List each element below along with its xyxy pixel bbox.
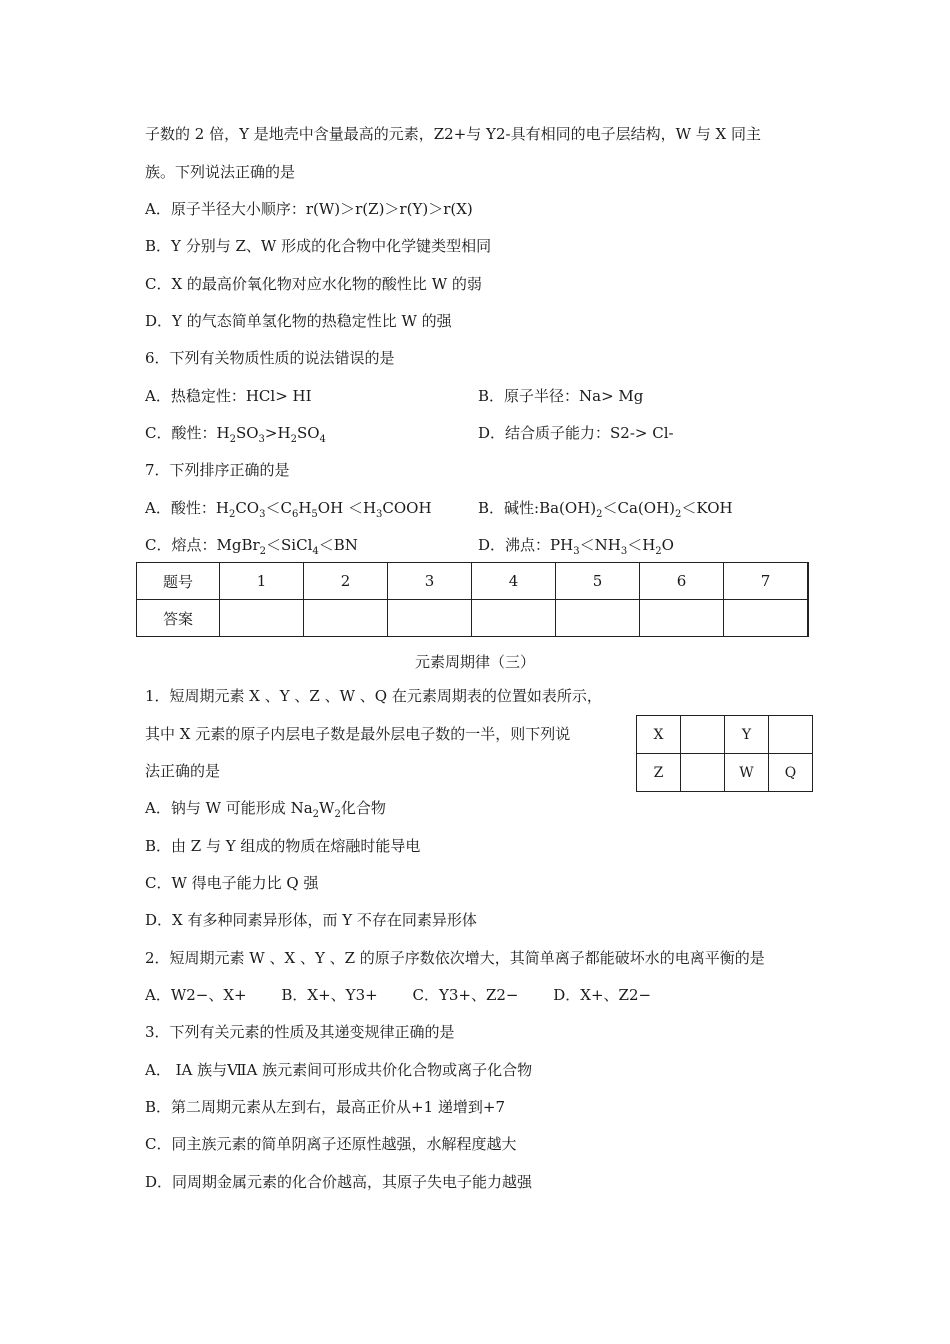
answer-table [136, 562, 809, 637]
s2-option-c: C．Y3+、Z2− [412, 986, 519, 1004]
s2-option-d: D．X+、Z2− [553, 986, 652, 1004]
answer-cell-4[interactable] [472, 600, 556, 637]
periodic-position-table [636, 715, 813, 792]
s3-option-a: A． ⅠA 族与ⅦA 族元素间可形成共价化合物或离子化合物 [145, 1061, 533, 1079]
q6-option-a: A．热稳定性：HCl> HI [145, 387, 312, 405]
s3-option-d: D．同周期金属元素的化合价越高，其原子失电子能力越强 [145, 1173, 533, 1191]
periodic-cell: X [637, 716, 681, 754]
answer-cell-2[interactable] [304, 600, 388, 637]
q5-option-c: C．X 的最高价氧化物对应水化物的酸性比 W 的弱 [145, 275, 482, 293]
answer-number-3: 3 [388, 563, 472, 600]
q6-option-c: C．酸性：$H_2SO_3>H_2SO_4$ [145, 424, 326, 445]
answer-number-5: 5 [556, 563, 640, 600]
section-title: 元素周期律（三） [414, 653, 535, 671]
s1-option-c: C．W 得电子能力比 Q 强 [145, 874, 319, 892]
q7-option-c-label: C．熔点： [145, 536, 217, 554]
q6-option-d: D．结合质子能力：S2-> Cl- [478, 424, 674, 442]
intro-line-1: 子数的 2 倍，Y 是地壳中含量最高的元素，Z2+与 Y2-具有相同的电子层结构，W 与 X 同主 [145, 125, 761, 143]
q7-option-b: B．碱性$:Ba(OH)_2<Ca(OH)_2<KOH$ [478, 499, 733, 520]
periodic-row-2 [637, 754, 813, 792]
s2-options [145, 985, 651, 1005]
answer-cell-5[interactable] [556, 600, 640, 637]
periodic-cell [681, 754, 725, 792]
answer-cell-3[interactable] [388, 600, 472, 637]
s2-stem: 2．短周期元素 W 、X 、Y 、Z 的原子序数依次增大，其简单离子都能破坏水的电离平衡的是 [145, 949, 765, 967]
s1-option-b: B．由 Z 与 Y 组成的物质在熔融时能导电 [145, 837, 421, 855]
periodic-cell [769, 716, 813, 754]
periodic-cell: W [725, 754, 769, 792]
periodic-cell: Z [637, 754, 681, 792]
answer-cell-1[interactable] [220, 600, 304, 637]
s1-option-a-post: 化合物 [340, 799, 386, 817]
periodic-cell [681, 716, 725, 754]
s1-line-2: 其中 X 元素的原子内层电子数是最外层电子数的一半，则下列说 [145, 725, 571, 743]
q5-option-d: D．Y 的气态简单氢化物的热稳定性比 W 的强 [145, 312, 452, 330]
answer-number-4: 4 [472, 563, 556, 600]
q7-option-a-label: A．酸性： [145, 499, 216, 517]
intro-line-2: 族。下列说法正确的是 [145, 163, 296, 181]
answer-cell-6[interactable] [640, 600, 724, 637]
s2-option-a: A．W2−、X+ [145, 986, 247, 1004]
q7-option-d: D．沸点：$PH_3<NH_3<H_2O$ [478, 536, 674, 557]
s3-option-c: C．同主族元素的简单阴离子还原性越强，水解程度越大 [145, 1135, 517, 1153]
q7-option-a: A．酸性：$H_2CO_3<C_6H_5OH$ $<H_3COOH$ [145, 499, 432, 520]
answer-number-6: 6 [640, 563, 724, 600]
q7-stem: 7．下列排序正确的是 [145, 461, 290, 479]
q5-option-a: A．原子半径大小顺序：r(W)＞r(Z)＞r(Y)＞r(X) [145, 200, 473, 218]
periodic-row-1 [637, 716, 813, 754]
periodic-cell: Y [725, 716, 769, 754]
q6-stem: 6．下列有关物质性质的说法错误的是 [145, 349, 395, 367]
answer-table-answer-label: 答案 [137, 600, 220, 637]
s3-stem: 3．下列有关元素的性质及其递变规律正确的是 [145, 1023, 455, 1041]
q6-option-b: B．原子半径：Na> Mg [478, 387, 644, 405]
q5-option-b: B．Y 分别与 Z、W 形成的化合物中化学键类型相同 [145, 237, 492, 255]
answer-number-1: 1 [220, 563, 304, 600]
q7-option-d-label: D．沸点： [478, 536, 551, 554]
answer-table-row-numbers [137, 563, 809, 600]
s1-option-a: A．钠与 W 可能形成 $Na_2W_2$化合物 [145, 799, 386, 820]
q6-option-c-label: C．酸性： [145, 424, 217, 442]
s1-line-1: 1．短周期元素 X 、Y 、Z 、W 、Q 在元素周期表的位置如表所示， [145, 687, 602, 705]
s3-option-b: B．第二周期元素从左到右，最高正价从+1 递增到+7 [145, 1098, 506, 1116]
s1-option-d: D．X 有多种同素异形体，而 Y 不存在同素异形体 [145, 911, 477, 929]
answer-table-row-answers [137, 600, 809, 637]
answer-number-2: 2 [304, 563, 388, 600]
q7-option-b-label: B．碱性: [478, 499, 540, 517]
answer-number-7: 7 [724, 563, 809, 600]
s2-option-b: B．X+、Y3+ [281, 986, 378, 1004]
s1-option-a-pre: A．钠与 W 可能形成 [145, 799, 291, 817]
answer-cell-7[interactable] [724, 600, 809, 637]
answer-table-header-label: 题号 [137, 563, 220, 600]
s1-line-3: 法正确的是 [145, 762, 221, 780]
periodic-cell: Q [769, 754, 813, 792]
q7-option-c: C．熔点：MgBr$_2$＜SiCl$_4$＜BN [145, 536, 358, 557]
